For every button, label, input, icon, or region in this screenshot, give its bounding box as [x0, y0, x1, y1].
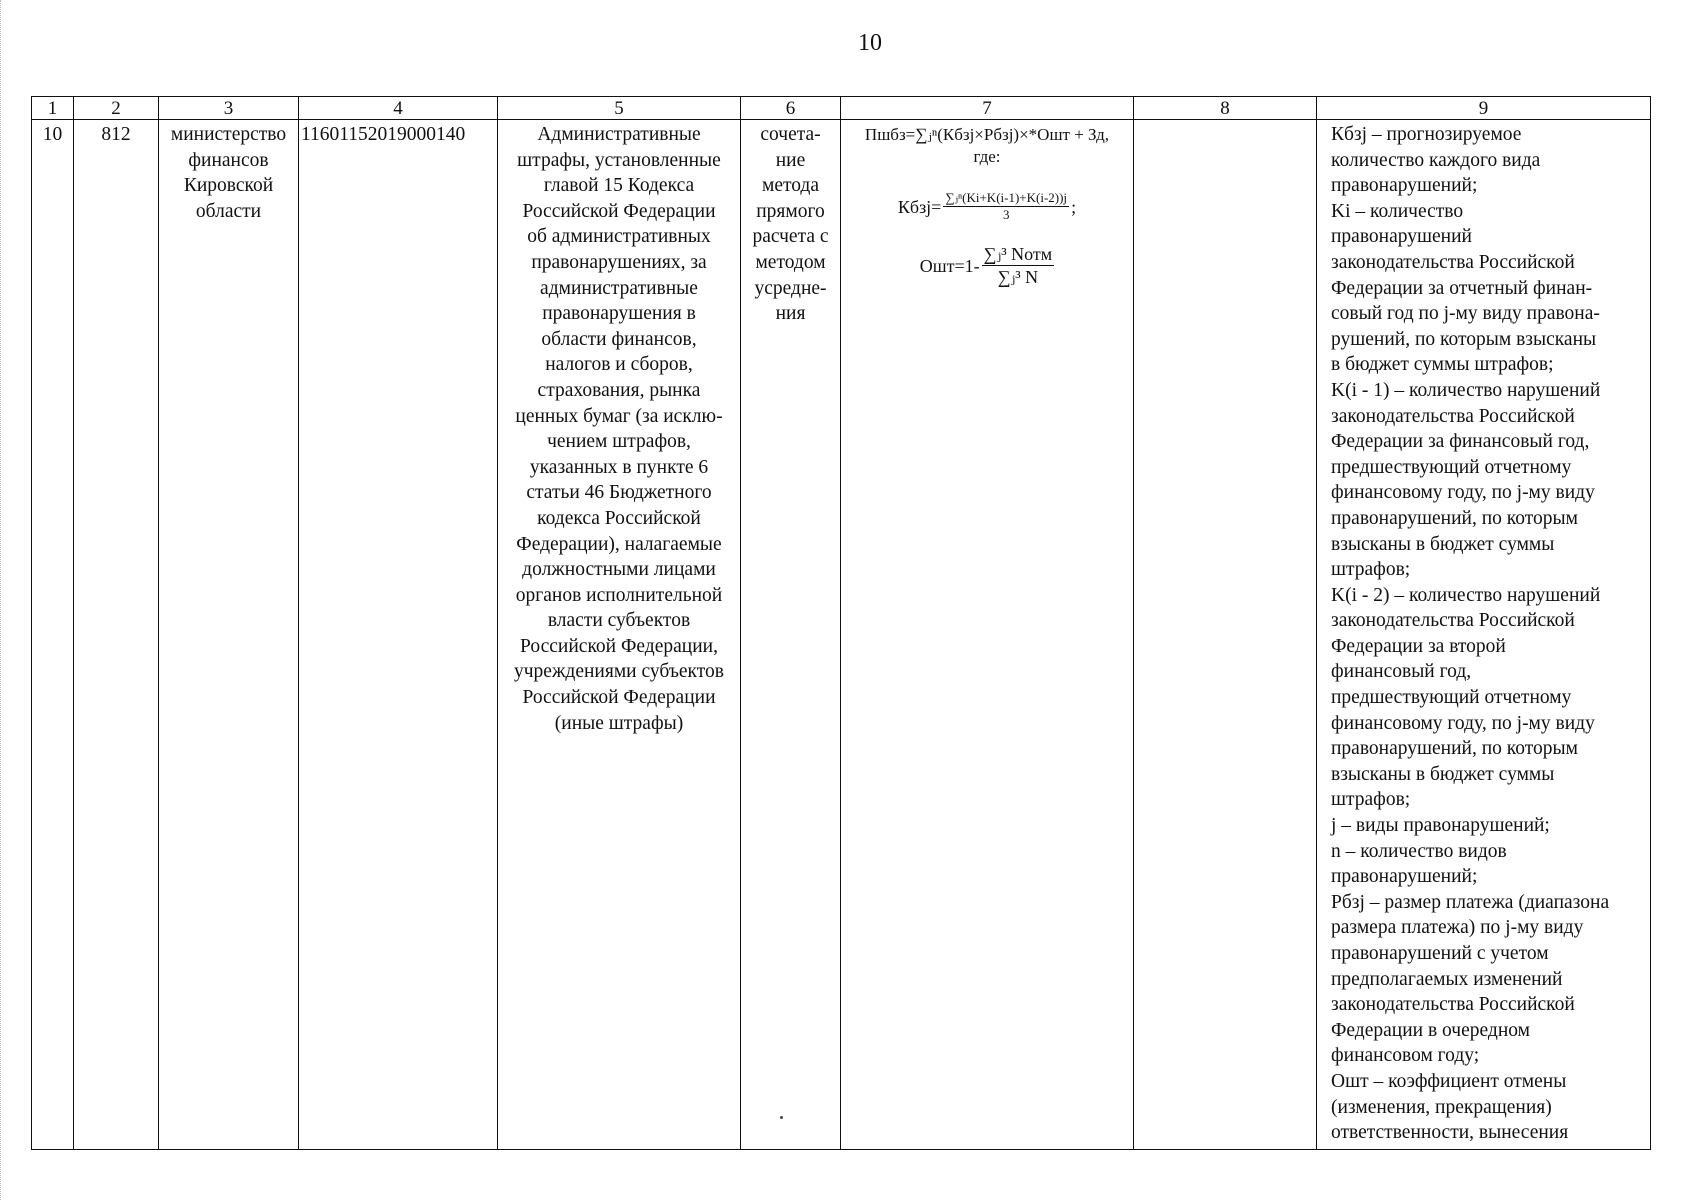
text-line: правонарушений;	[1331, 175, 1478, 197]
text-line: финансов	[188, 149, 269, 171]
formula-cell	[841, 120, 1134, 1150]
col-header-1: 1	[32, 97, 74, 120]
text-line: Российской Федерации,	[520, 635, 718, 657]
text-line: штрафы, установленные	[517, 149, 721, 171]
kbzj-numerator: ∑ⱼⁿ(Ki+K(i-1)+K(i-2))j	[945, 190, 1068, 205]
col-header-8: 8	[1134, 97, 1317, 120]
text-line: Кировской	[183, 175, 274, 197]
text-line: ние	[775, 149, 806, 171]
formula-where: где:	[973, 147, 1001, 166]
text-line: финансовый год,	[1331, 661, 1472, 683]
table-row	[32, 120, 1651, 1150]
text-line: министерство	[170, 124, 287, 145]
text-line: прямого	[756, 200, 825, 222]
empty-cell-col8	[1134, 120, 1317, 1150]
text-line: Административные	[537, 124, 701, 145]
text-line: Федерации в очередном	[1331, 1019, 1530, 1041]
kbzj-denominator: 3	[1002, 207, 1010, 222]
text-line: n – количество видов	[1331, 840, 1507, 862]
text-line: указанных в пункте 6	[529, 456, 709, 478]
definitions-cell	[1317, 120, 1651, 1150]
text-line: расчета с	[752, 226, 829, 248]
text-line: правонарушений, по которым	[1331, 738, 1578, 760]
text-line: совый год по j-му виду правона-	[1331, 303, 1600, 325]
text-line: ответственности, вынесения	[1331, 1122, 1569, 1144]
text-line: (иные штрафы)	[554, 712, 684, 734]
text-line: Федерации за финансовый год,	[1331, 431, 1590, 453]
text-line: законодательства Российской	[1331, 994, 1575, 1016]
text-line: правонарушения в	[542, 303, 696, 325]
text-line: статьи 46 Бюджетного	[526, 482, 712, 504]
text-line: административные	[540, 277, 698, 299]
text-line: количество каждого вида	[1331, 149, 1541, 171]
text-line: размера платежа) по j-му виду	[1331, 917, 1584, 939]
col-header-3: 3	[159, 97, 299, 120]
col-header-4: 4	[299, 97, 498, 120]
revenue-name-cell	[498, 120, 741, 1150]
text-line: (изменения, прекращения)	[1331, 1096, 1552, 1118]
text-line: законодательства Российской	[1331, 610, 1575, 632]
column-number-row	[32, 97, 1651, 120]
text-line: рушений, по которым взысканы	[1331, 328, 1597, 350]
text-line: законодательства Российской	[1331, 405, 1575, 427]
text-line: правонарушений;	[1331, 866, 1478, 888]
text-line: власти субъектов	[547, 610, 691, 632]
text-line: финансовому году, по j-му виду	[1331, 712, 1595, 734]
text-line: Рбзj – размер платежа (диапазона	[1331, 891, 1610, 913]
row-number-cell: 10	[32, 120, 74, 1150]
text-line: Ошт – коэффициент отмены	[1331, 1070, 1567, 1092]
osht-lhs: Ошт=1-	[919, 255, 980, 276]
text-line: усредне-	[754, 277, 827, 299]
kbzj-fraction	[943, 190, 1069, 223]
text-line: Российской Федерации	[522, 200, 716, 222]
osht-numerator: ∑ⱼ³ Nотм	[983, 244, 1053, 264]
text-line: должностными лицами	[522, 559, 716, 581]
scan-edge	[0, 0, 4, 1200]
text-line: взысканы в бюджет суммы	[1331, 533, 1555, 555]
text-line: Федерации), налагаемые	[516, 533, 722, 555]
text-line: K(i - 1) – количество нарушений	[1331, 379, 1601, 401]
text-line: метода	[761, 175, 820, 197]
text-line: правонарушениях, за	[531, 251, 707, 273]
text-line: ния	[775, 303, 806, 325]
kbzj-lhs: Кбзj=	[897, 196, 942, 217]
text-line: Федерации за второй	[1331, 635, 1506, 657]
text-line: чением штрафов,	[547, 431, 691, 453]
text-line: страхования, рынка	[537, 379, 701, 401]
col-header-9: 9	[1317, 97, 1651, 120]
text-line: главой 15 Кодекса	[543, 175, 695, 197]
col-header-2: 2	[74, 97, 159, 120]
text-line: Федерации за отчетный финан-	[1331, 277, 1593, 299]
text-line: области	[195, 200, 262, 222]
text-line: органов исполнительной	[515, 584, 723, 606]
text-line: налогов и сборов,	[545, 354, 693, 376]
text-line: j – виды правонарушений;	[1331, 815, 1550, 837]
text-line: Кбзj – прогнозируемое	[1331, 124, 1522, 145]
text-line: предшествующий отчетному	[1331, 456, 1572, 478]
osht-denominator: ∑ⱼ³ N	[997, 267, 1039, 287]
text-line: правонарушений с учетом	[1331, 943, 1549, 964]
text-line: области финансов,	[541, 328, 697, 350]
page-number: 10	[858, 30, 882, 56]
col-header-7: 7	[841, 97, 1134, 120]
scan-speck	[780, 1116, 783, 1119]
text-line: штрафов;	[1331, 789, 1411, 811]
text-line: об административных	[527, 226, 711, 248]
text-line: в бюджет суммы штрафов;	[1331, 354, 1554, 376]
col-header-5: 5	[498, 97, 741, 120]
text-line: правонарушений	[1331, 226, 1472, 248]
text-line: Российской Федерации	[522, 687, 716, 709]
text-line: правонарушений, по которым	[1331, 507, 1578, 529]
text-line: ценных бумаг (за исклю-	[515, 405, 723, 427]
kbzj-formula	[841, 190, 1133, 223]
main-formula: Пшбз=∑ⱼⁿ(Кбзj×Рбзj)×*Ошт + Зд,	[864, 125, 1110, 144]
calc-method-cell	[741, 120, 841, 1150]
text-line: финансовом году;	[1331, 1045, 1480, 1067]
text-line: предполагаемых изменений	[1331, 968, 1563, 990]
kbzj-semicolon: ;	[1071, 196, 1077, 217]
text-line: K(i - 2) – количество нарушений	[1331, 584, 1601, 606]
text-line: учреждениями субъектов	[513, 661, 724, 683]
text-line: предшествующий отчетному	[1331, 687, 1572, 709]
text-line: законодательства Российской	[1331, 251, 1575, 273]
text-line: штрафов;	[1331, 559, 1411, 581]
text-line: сочета-	[760, 124, 821, 145]
text-line: финансовому году, по j-му виду	[1331, 482, 1595, 504]
kbk-code-cell: 11601152019000140	[299, 120, 498, 1150]
methodology-table	[31, 96, 1651, 1150]
osht-fraction	[982, 243, 1055, 288]
text-line: кодекса Российской	[537, 507, 701, 529]
administrator-name-cell	[159, 120, 299, 1150]
admin-code-cell: 812	[74, 120, 159, 1150]
osht-formula	[841, 243, 1133, 288]
text-line: методом	[755, 251, 826, 273]
text-line: Ki – количество	[1331, 200, 1464, 222]
text-line: взысканы в бюджет суммы	[1331, 763, 1555, 785]
col-header-6: 6	[741, 97, 841, 120]
